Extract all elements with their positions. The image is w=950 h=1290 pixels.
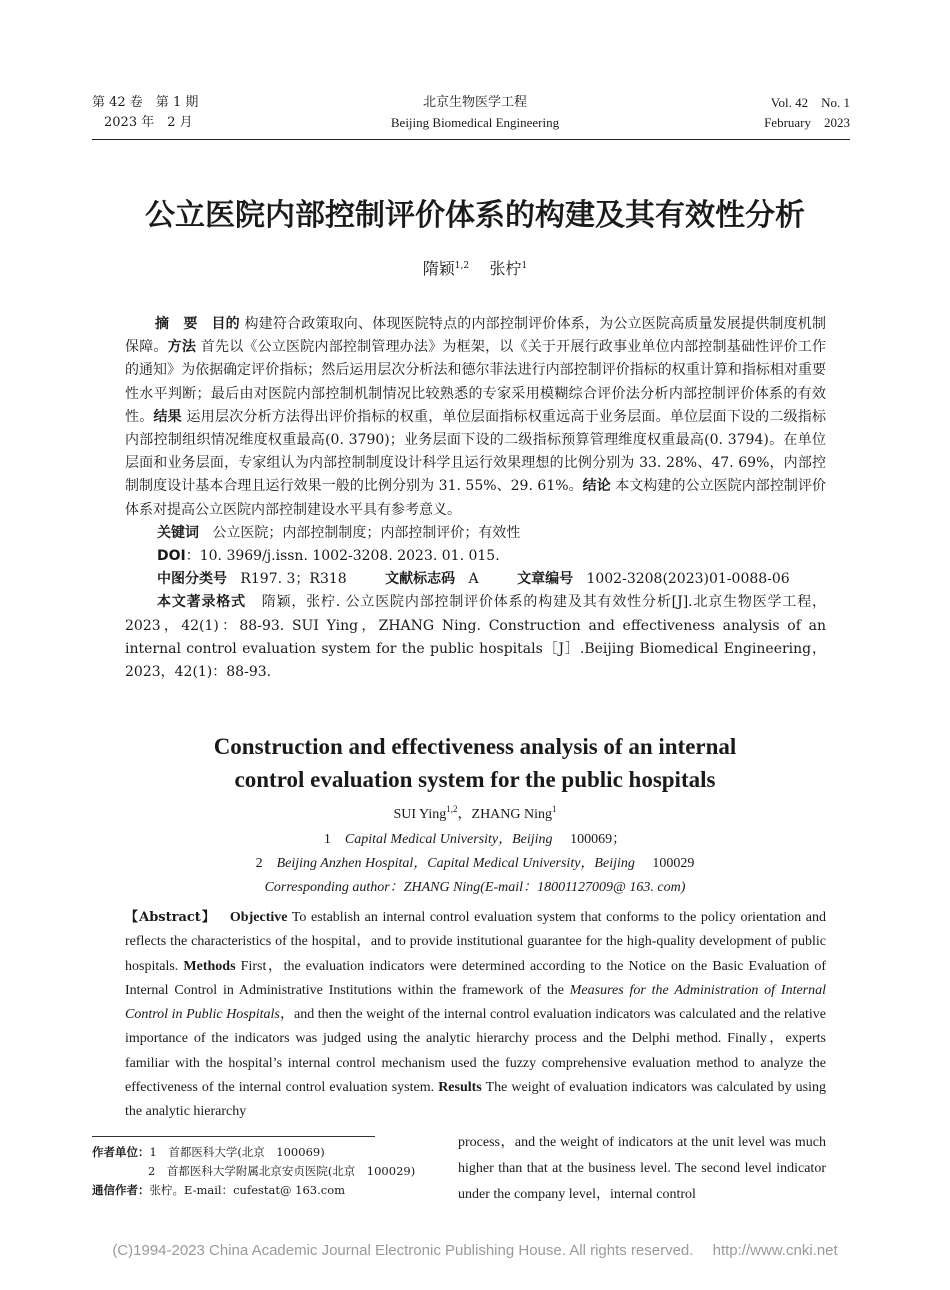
objective-en-label: Objective bbox=[229, 910, 288, 925]
volume-cn: 第 42 卷 第 1 期 bbox=[92, 95, 199, 110]
date-en: February 2023 bbox=[764, 115, 850, 130]
abstract-cn-body bbox=[125, 313, 826, 522]
page-title: 公立医院内部控制评价体系的构建及其有效性分析 bbox=[145, 198, 805, 233]
clc-value: R197. 3；R318 bbox=[240, 571, 347, 588]
footnotes bbox=[92, 1143, 452, 1200]
footnote-rule bbox=[92, 1136, 375, 1137]
objective-en-text: To establish an internal control evaluation system that conforms to the policy orientation and reflects the characteristics of the hospital，and to provide institutional guarantee for the high-quality development of public hospitals. bbox=[125, 910, 826, 974]
affiliation-text: Beijing Anzhen Hospital，Capital Medical University，Beijing bbox=[276, 856, 635, 871]
doi-label: DOI bbox=[157, 548, 186, 565]
english-title bbox=[60, 730, 890, 796]
methods-en-italic: Measures for the Administration of Internal Control in Public Hospitals bbox=[125, 982, 827, 1023]
journal-issue-cn bbox=[92, 93, 198, 133]
affiliation-number: 1 bbox=[323, 832, 331, 847]
results-en-text-cont: process，and the weight of indicators at the unit level was much higher than that at the business level. The second level indicator under the company level，internal control bbox=[458, 1135, 826, 1202]
doc-code-label: 文献标志码 bbox=[385, 571, 456, 588]
article-no-value: 1002-3208(2023)01-0088-06 bbox=[586, 571, 790, 588]
english-title-line: control evaluation system for the public hospitals bbox=[234, 767, 716, 792]
author-name: ZHANG Ning bbox=[471, 807, 553, 822]
date-cn: 2023 年 2 月 bbox=[104, 115, 193, 130]
author-separator: ， bbox=[457, 807, 472, 822]
article-no-label: 文章编号 bbox=[517, 571, 574, 588]
objective-text: 构建符合政策取向、体现医院特点的内部控制评价体系，为公立医院高质量发展提供制度机制保障。 bbox=[125, 316, 826, 356]
keywords-label: 关键词 bbox=[157, 524, 199, 541]
corresponding-text: Corresponding author：ZHANG Ning(E-mail：18001127009@ 163. com) bbox=[264, 880, 686, 895]
footnote-unit-label: 作者单位： bbox=[92, 1145, 150, 1159]
classification-line bbox=[125, 568, 826, 591]
methods-label: 方法 bbox=[167, 339, 197, 356]
results-text: 运用层次分析方法得出评价指标的权重，单位层面指标权重远高于业务层面。单位层面下设的二级指标内部控制组织情况维度权重最高(0. 3790)；业务层面下设的二级指标预算管理维度权重最高(0. 3794)。在单位层面和业务层面，专家组认为内部控制制度设计科学且运行效果理想的比例分别为 33. 28%、47. 69%，内部控制制度设计基本合理且运行效果一般的比例分别为 31. 55%、29. 61%。 bbox=[125, 408, 827, 495]
doi-line bbox=[125, 545, 826, 568]
affiliation-2 bbox=[60, 852, 890, 876]
abstract-cn bbox=[125, 313, 826, 684]
methods-text: 首先以《公立医院内部控制管理办法》为框架，以《关于开展行政事业单位内部控制基础性评价工作的通知》为依据确定评价指标；然后运用层次分析法和德尔菲法进行内部控制评价指标的权重计算和指标相对重要性水平判断；最后由对医院内部控制机制情况比较熟悉的专家采用模糊综合评价法分析内部控制评价体系的有效性。 bbox=[125, 339, 827, 425]
authors-cn bbox=[60, 257, 890, 281]
abstract-en-label: 【Abstract】 bbox=[125, 910, 217, 925]
citation-block bbox=[125, 591, 826, 684]
authors-en bbox=[60, 803, 890, 827]
conclusion-label: 结论 bbox=[582, 478, 611, 495]
journal-name-cn: 北京生物医学工程 bbox=[422, 95, 527, 110]
results-label: 结果 bbox=[153, 408, 182, 425]
methods-en-text-cont: ，and then the weight of the internal control evaluation indicators was calculated and the relative importance of the indicators was judged using the analytic hierarchy process and the Delphi method. Finally，experts familiar with the hospital’s internal control mechanism used the fuzzy comprehensive evaluation method to analyze the effectiveness of the internal control evaluation system. bbox=[125, 1007, 827, 1096]
journal-name-en: Beijing Biomedical Engineering bbox=[390, 115, 560, 130]
footnote-unit-2: 2 首都医科大学附属北京安贞医院(北京 100029) bbox=[148, 1164, 416, 1178]
methods-en-text: First，the evaluation indicators were determined according to the Notice on the Basic Evaluation of Internal Control in Administrative Institutions within the framework of the bbox=[125, 958, 826, 998]
affiliation-text: Capital Medical University，Beijing bbox=[344, 832, 553, 847]
abstract-label: 摘 要 bbox=[155, 316, 198, 332]
volume-en: Vol. 42 No. 1 bbox=[770, 95, 850, 110]
author-affiliation-mark: 1 bbox=[552, 804, 557, 814]
doc-code-value: A bbox=[468, 571, 479, 588]
conclusion-text: 本文构建的公立医院内部控制评价体系对提高公立医院内部控制建设水平具有参考意义。 bbox=[125, 478, 827, 518]
footnote-affiliation-2 bbox=[92, 1162, 452, 1181]
abstract-en bbox=[125, 906, 826, 1125]
methods-en-label: Methods bbox=[183, 958, 236, 974]
doi-value[interactable]: ：10. 3969/j.issn. 1002-3208. 2023. 01. 015. bbox=[185, 548, 500, 565]
objective-label: 目的 bbox=[211, 316, 240, 332]
footnote-unit-1: 1 首都医科大学(北京 100069) bbox=[149, 1145, 325, 1159]
results-en-label: Results bbox=[438, 1080, 482, 1096]
affiliation-1 bbox=[60, 828, 890, 852]
footnote-corresponding bbox=[92, 1181, 452, 1200]
citation-text: 隋颖，张柠. 公立医院内部控制评价体系的构建及其有效性分析[J].北京生物医学工程，2023，42(1)：88-93. SUI Ying，ZHANG Ning. Construction and effectiveness analysis of an internal control evaluation system for the public hospitals［J］.Beijing Biomedical Engineering，2023，42(1)：88-93. bbox=[125, 594, 827, 681]
affiliation-zip: 100029 bbox=[652, 856, 695, 871]
author-affiliation-mark: 1,2 bbox=[446, 804, 458, 814]
author-name: SUI Ying bbox=[393, 807, 447, 822]
abstract-en-continued bbox=[458, 1130, 826, 1208]
english-title-line: Construction and effectiveness analysis of an internal bbox=[213, 734, 737, 759]
footnote-corr-value: 张柠。E-mail：cufestat@ 163.com bbox=[149, 1183, 346, 1197]
journal-name bbox=[300, 93, 650, 133]
clc-label: 中图分类号 bbox=[157, 571, 227, 588]
footnote-corr-label: 通信作者： bbox=[92, 1183, 150, 1197]
author-name: 隋颖 bbox=[422, 259, 455, 278]
journal-issue-en bbox=[764, 93, 850, 133]
author-affiliation-mark: 1 bbox=[521, 261, 528, 271]
affiliation-number: 2 bbox=[255, 856, 263, 871]
footnote-affiliation-1 bbox=[92, 1143, 452, 1162]
header-rule bbox=[92, 139, 850, 140]
results-en-text: The weight of evaluation indicators was calculated by using the analytic hierarchy bbox=[125, 1080, 827, 1120]
affiliation-zip: 100069； bbox=[570, 832, 627, 847]
keywords-value: 公立医院；内部控制制度；内部控制评价；有效性 bbox=[212, 524, 521, 541]
author-name: 张柠 bbox=[489, 259, 522, 278]
corresponding-author-en bbox=[60, 876, 890, 900]
citation-label: 本文著录格式 bbox=[157, 594, 246, 611]
author-affiliation-mark: 1,2 bbox=[454, 261, 470, 271]
keywords-line bbox=[125, 522, 826, 545]
copyright-notice: (C)1994-2023 China Academic Journal Electronic Publishing House. All rights reserved. http://www.cnki.net bbox=[112, 1242, 838, 1259]
